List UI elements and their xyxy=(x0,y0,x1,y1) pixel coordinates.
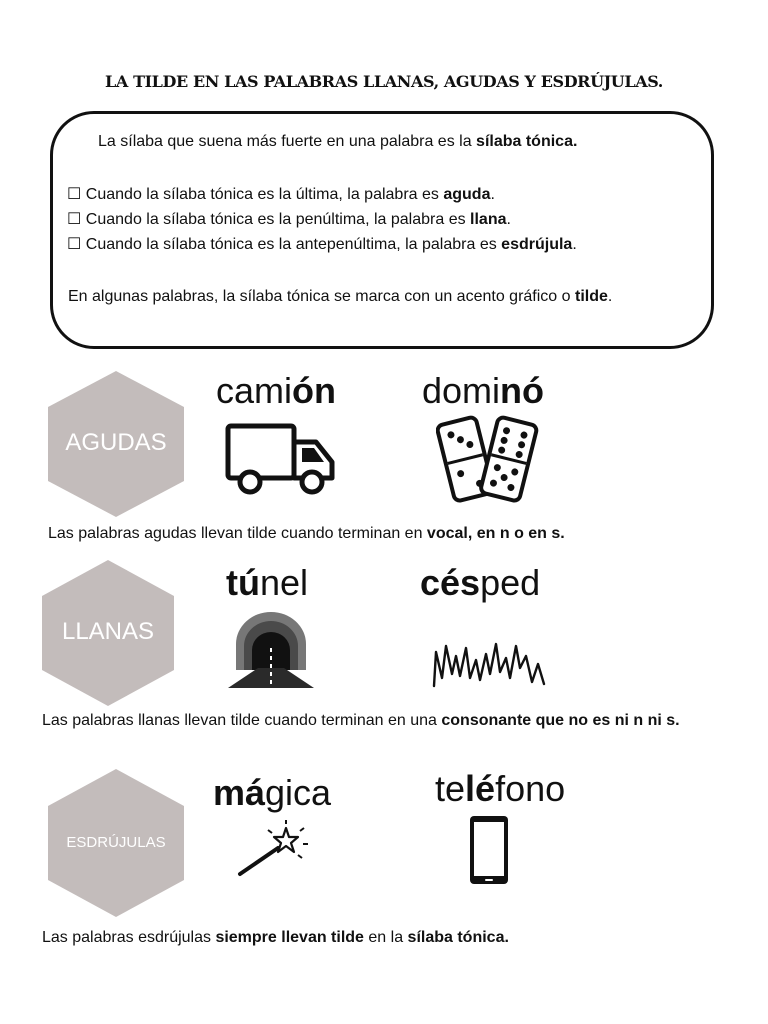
bullet-text: Cuando la sílaba tónica es la antepenúltima, la palabra es xyxy=(81,236,502,253)
bullet-text: Cuando la sílaba tónica es la penúltima, la palabra es xyxy=(81,211,471,228)
word-telefono xyxy=(435,768,565,810)
word-part: te xyxy=(435,768,466,809)
bullet-bold: esdrújula xyxy=(501,236,573,253)
tunnel-icon xyxy=(226,612,316,695)
intro-paragraph-end: . xyxy=(607,288,613,305)
checkbox-icon: ☐ xyxy=(67,211,82,228)
word-cesped xyxy=(420,562,540,604)
bullet-end: . xyxy=(506,211,511,228)
rule-esdrujulas xyxy=(42,929,509,947)
word-stressed-syllable: cés xyxy=(420,562,481,603)
word-part: cami xyxy=(216,370,293,411)
rule-bold: vocal, en n o en s. xyxy=(426,525,565,542)
smartphone-icon xyxy=(468,814,512,891)
hexagon-badge-esdrujulas xyxy=(48,769,184,917)
page-title: LA TILDE EN LAS PALABRAS LLANAS, AGUDAS Y ESDRÚJULAS. xyxy=(105,72,663,91)
word-part: ped xyxy=(480,562,541,603)
word-part: gica xyxy=(265,772,332,813)
word-part: nel xyxy=(259,562,309,603)
badge-label: ESDRÚJULAS xyxy=(66,834,166,851)
word-stressed-syllable: má xyxy=(213,772,266,813)
word-domino xyxy=(422,370,544,412)
truck-icon xyxy=(224,422,338,501)
bullet-text: Cuando la sílaba tónica es la última, la palabra es xyxy=(81,186,444,203)
word-stressed-syllable: ón xyxy=(292,370,336,411)
intro-line xyxy=(98,133,577,151)
word-part: fono xyxy=(495,768,566,809)
bullet-esdrujula xyxy=(67,234,577,254)
checkbox-icon: ☐ xyxy=(67,236,82,253)
bullet-bold: aguda xyxy=(443,186,491,203)
word-stressed-syllable: lé xyxy=(465,768,496,809)
magic-wand-icon xyxy=(234,818,318,885)
bullet-bold: llana xyxy=(470,211,507,228)
word-stressed-syllable: tú xyxy=(226,562,260,603)
rule-bold: consonante que no es ni n ni s. xyxy=(441,712,680,729)
dominoes-icon xyxy=(436,412,540,509)
rule-text: Las palabras agudas llevan tilde cuando terminan en xyxy=(48,525,427,542)
word-part: domi xyxy=(422,370,501,411)
bullet-end: . xyxy=(490,186,495,203)
checkbox-icon: ☐ xyxy=(67,186,82,203)
intro-paragraph xyxy=(68,284,710,310)
rule-bold: sílaba tónica. xyxy=(407,929,509,946)
intro-line-text: La sílaba que suena más fuerte en una palabra es la xyxy=(98,133,477,150)
intro-paragraph-bold: tilde xyxy=(574,288,608,305)
badge-label: LLANAS xyxy=(61,618,155,645)
rule-bold: siempre llevan tilde xyxy=(215,929,364,946)
intro-paragraph-text: En algunas palabras, la sílaba tónica se marca con un acento gráfico o xyxy=(68,288,575,305)
bullet-end: . xyxy=(572,236,577,253)
hexagon-badge-llanas xyxy=(42,560,174,706)
hexagon-badge-agudas xyxy=(48,371,184,517)
word-camion xyxy=(216,370,336,412)
grass-icon xyxy=(430,638,548,697)
badge-label: AGUDAS xyxy=(65,429,167,456)
word-stressed-syllable: nó xyxy=(500,370,545,411)
bullet-aguda xyxy=(67,184,495,204)
word-magica xyxy=(213,772,331,814)
bullet-llana xyxy=(67,209,511,229)
intro-line-bold: sílaba tónica. xyxy=(476,133,578,150)
rule-llanas xyxy=(42,708,722,734)
rule-text: Las palabras esdrújulas xyxy=(42,929,216,946)
rule-agudas xyxy=(48,525,565,543)
rule-text: Las palabras llanas llevan tilde cuando terminan en una xyxy=(42,712,442,729)
rule-text: en la xyxy=(363,929,408,946)
word-tunel xyxy=(226,562,308,604)
